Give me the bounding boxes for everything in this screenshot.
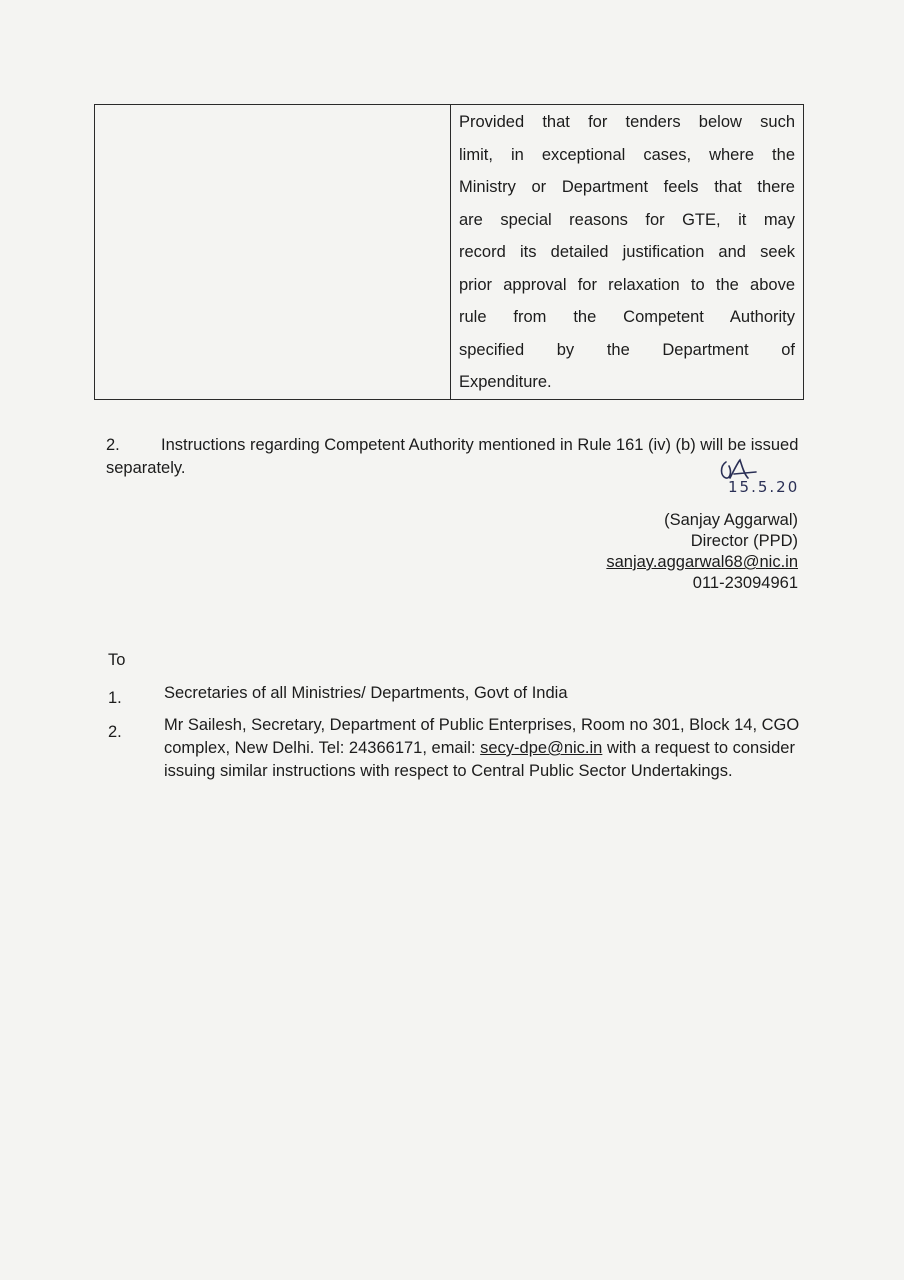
distribution-number: 1. xyxy=(108,689,122,707)
paragraph-number: 2. xyxy=(106,436,120,454)
signature-date: 15.5.20 xyxy=(728,478,800,496)
distribution-email[interactable]: secy-dpe@nic.in xyxy=(480,739,603,757)
proviso-line: limit, in exceptional cases, where the xyxy=(459,145,795,164)
proviso-line: record its detailed justification and seek xyxy=(459,243,795,261)
distribution-text xyxy=(164,714,808,783)
signatory-name: (Sanjay Aggarwal) xyxy=(664,511,798,529)
proviso-line: are special reasons for GTE, it may xyxy=(459,210,795,229)
proviso-line: Provided that for tenders below such xyxy=(459,113,795,131)
distribution-text-part: with a request to consider issuing similar instructions with respect to Central Public Sector Undertakings. xyxy=(164,739,795,780)
table-left-cell xyxy=(95,105,451,399)
signatory-designation: Director (PPD) xyxy=(690,532,798,550)
distribution-number: 2. xyxy=(108,723,122,741)
proviso-line: specified by the Department of xyxy=(459,340,795,359)
distribution-text-part: Mr Sailesh, Secretary, Department of Public Enterprises, Room no 301, Block 14, CGO complex, New Delhi. Tel: 24366171, email: xyxy=(164,716,800,757)
distribution-item xyxy=(108,714,808,783)
proviso-line: prior approval for relaxation to the above xyxy=(459,275,795,294)
paragraph-2 xyxy=(106,434,806,480)
distribution-text: Secretaries of all Ministries/ Departments, Govt of India xyxy=(164,684,568,702)
signatory-phone: 011-23094961 xyxy=(692,574,798,592)
signature-block xyxy=(606,510,798,594)
to-label: To xyxy=(108,651,126,669)
proviso-line: Expenditure. xyxy=(459,373,552,391)
paragraph-text: Instructions regarding Competent Authority mentioned in Rule 161 (iv) (b) will be issued separately. xyxy=(106,436,799,477)
signatory-email[interactable]: sanjay.aggarwal68@nic.in xyxy=(606,553,798,571)
table-right-cell xyxy=(451,105,803,399)
rule-table xyxy=(94,104,804,400)
distribution-item xyxy=(108,682,808,705)
proviso-line: rule from the Competent Authority xyxy=(459,308,795,326)
proviso-line: Ministry or Department feels that there xyxy=(459,178,795,196)
